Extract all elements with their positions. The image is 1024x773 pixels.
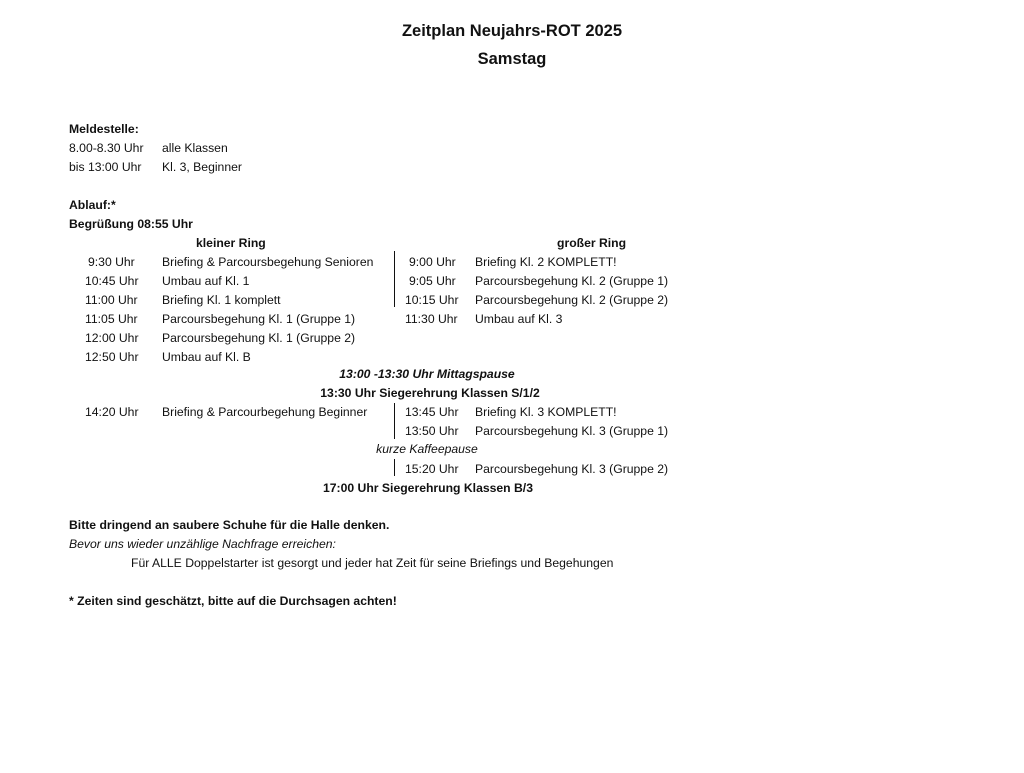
small-ring-header: kleiner Ring bbox=[196, 236, 266, 250]
shoes-notice: Bitte dringend an saubere Schuhe für die Halle denken. bbox=[69, 518, 390, 532]
small-ring-text: Briefing Kl. 1 komplett bbox=[162, 293, 281, 307]
small-ring-time: 10:45 Uhr bbox=[85, 274, 139, 288]
small-ring-text: Briefing & Parcourbegehung Beginner bbox=[162, 405, 368, 419]
big-ring-text: Briefing Kl. 3 KOMPLETT! bbox=[475, 405, 617, 419]
small-ring-time: 9:30 Uhr bbox=[88, 255, 135, 269]
greeting-line: Begrüßung 08:55 Uhr bbox=[69, 217, 193, 231]
page-title: Zeitplan Neujahrs-ROT 2025 bbox=[401, 22, 623, 40]
small-ring-time: 11:05 Uhr bbox=[85, 312, 138, 326]
big-ring-time: 9:00 Uhr bbox=[409, 255, 456, 269]
small-ring-text: Parcoursbegehung Kl. 1 (Gruppe 1) bbox=[162, 312, 356, 326]
big-ring-text: Umbau auf Kl. 3 bbox=[475, 312, 563, 326]
big-ring-time: 13:50 Uhr bbox=[405, 424, 459, 438]
doubles-note: Für ALLE Doppelstarter ist gesorgt und jeder hat Zeit für seine Briefings und Begehungen bbox=[131, 556, 614, 570]
ablauf-heading: Ablauf:* bbox=[69, 198, 116, 212]
big-ring-header: großer Ring bbox=[557, 236, 627, 250]
small-ring-text: Umbau auf Kl. B bbox=[162, 350, 251, 364]
small-ring-time: 12:00 Uhr bbox=[85, 331, 139, 345]
meldestelle-heading: Meldestelle: bbox=[69, 122, 139, 136]
small-ring-time: 12:50 Uhr bbox=[85, 350, 139, 364]
big-ring-time: 15:20 Uhr bbox=[405, 462, 459, 476]
ring-divider bbox=[394, 251, 395, 307]
small-ring-text: Parcoursbegehung Kl. 1 (Gruppe 2) bbox=[162, 331, 356, 345]
footnote: * Zeiten sind geschätzt, bitte auf die Durchsagen achten! bbox=[69, 594, 397, 608]
meldestelle-text: Kl. 3, Beginner bbox=[162, 160, 242, 174]
inquiry-note: Bevor uns wieder unzählige Nachfrage erreichen: bbox=[69, 537, 336, 551]
big-ring-text: Briefing Kl. 2 KOMPLETT! bbox=[475, 255, 617, 269]
big-ring-time: 13:45 Uhr bbox=[405, 405, 459, 419]
small-ring-time: 11:00 Uhr bbox=[85, 293, 138, 307]
small-ring-text: Umbau auf Kl. 1 bbox=[162, 274, 250, 288]
page-subtitle: Samstag bbox=[477, 50, 547, 68]
small-ring-text: Briefing & Parcoursbegehung Senioren bbox=[162, 255, 374, 269]
big-ring-text: Parcoursbegehung Kl. 3 (Gruppe 1) bbox=[475, 424, 669, 438]
big-ring-time: 9:05 Uhr bbox=[409, 274, 456, 288]
big-ring-time: 10:15 Uhr bbox=[405, 293, 459, 307]
coffee-break: kurze Kaffeepause bbox=[376, 442, 478, 456]
big-ring-text: Parcoursbegehung Kl. 2 (Gruppe 2) bbox=[475, 293, 669, 307]
meldestelle-time: bis 13:00 Uhr bbox=[69, 160, 142, 174]
ceremony-b3: 17:00 Uhr Siegerehrung Klassen B/3 bbox=[323, 481, 533, 495]
meldestelle-text: alle Klassen bbox=[162, 141, 228, 155]
big-ring-text: Parcoursbegehung Kl. 2 (Gruppe 1) bbox=[475, 274, 669, 288]
lunch-break: 13:00 -13:30 Uhr Mittagspause bbox=[339, 367, 515, 381]
ring-divider bbox=[394, 403, 395, 439]
ring-divider bbox=[394, 459, 395, 476]
big-ring-text: Parcoursbegehung Kl. 3 (Gruppe 2) bbox=[475, 462, 669, 476]
ceremony-s12: 13:30 Uhr Siegerehrung Klassen S/1/2 bbox=[320, 386, 540, 400]
meldestelle-time: 8.00-8.30 Uhr bbox=[69, 141, 144, 155]
big-ring-time: 11:30 Uhr bbox=[405, 312, 458, 326]
small-ring-time: 14:20 Uhr bbox=[85, 405, 139, 419]
